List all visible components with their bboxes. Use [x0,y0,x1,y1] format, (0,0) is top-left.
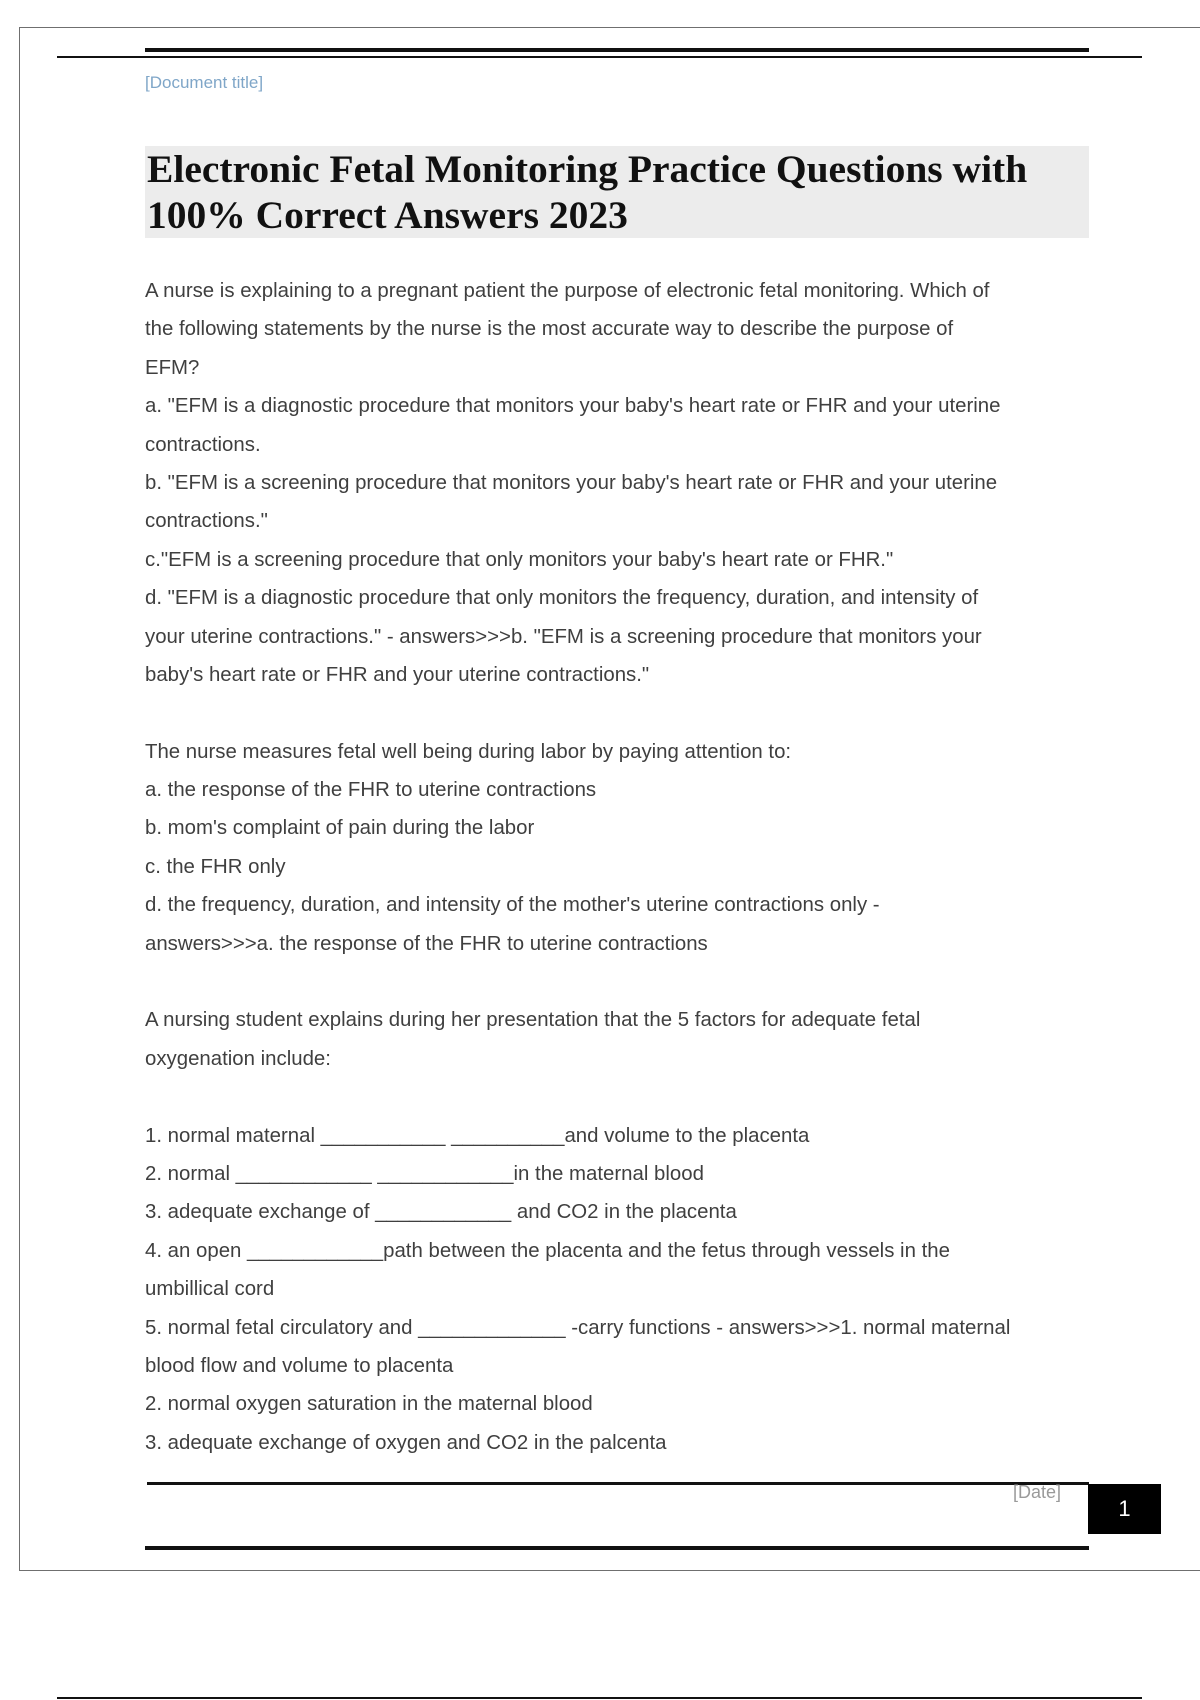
body-line: d. "EFM is a diagnostic procedure that only monitors the frequency, duration, and intensity of [145,587,979,610]
body-line: c. the FHR only [145,855,286,878]
body-line: answers>>>a. the response of the FHR to uterine contractions [145,932,708,955]
body-line: c."EFM is a screening procedure that only monitors your baby's heart rate or FHR." [145,548,894,571]
header-rule-thin [57,56,1142,58]
heading-line-1: Electronic Fetal Monitoring Practice Questions with [147,147,1028,191]
document-body [145,272,1085,1462]
body-line: baby's heart rate or FHR and your uterine contractions." [145,663,650,686]
body-line: a. "EFM is a diagnostic procedure that monitors your baby's heart rate or FHR and your uterine [145,395,1001,418]
body-line: EFM? [145,356,200,379]
body-line: a. the response of the FHR to uterine contractions [145,779,597,802]
body-line: umbillical cord [145,1278,275,1301]
body-line: A nurse is explaining to a pregnant patient the purpose of electronic fetal monitoring. Which of [145,280,990,302]
body-line: 2. normal ____________ ____________in the maternal blood [145,1162,704,1185]
body-line: the following statements by the nurse is the most accurate way to describe the purpose of [145,318,954,341]
body-line: contractions." [145,510,268,533]
body-line: contractions. [145,433,261,456]
body-line: 3. adequate exchange of ____________ and CO2 in the placenta [145,1201,737,1224]
body-line: 4. an open ____________path between the placenta and the fetus through vessels in the [145,1239,950,1262]
header-rule-thick [145,48,1089,52]
document-title-placeholder[interactable]: [Document title] [145,73,264,92]
footer-rule-bottom [145,1546,1089,1550]
body-line: The nurse measures fetal well being during labor by paying attention to: [145,740,792,763]
page-number-box: 1 [1088,1484,1161,1534]
date-placeholder[interactable]: [Date] [1013,1482,1062,1502]
next-page-rule [57,1697,1142,1699]
body-line: 2. normal oxygen saturation in the maternal blood [145,1393,593,1416]
body-line: 1. normal maternal ___________ __________and volume to the placenta [145,1124,810,1147]
body-line: 5. normal fetal circulatory and _____________ -carry functions - answers>>>1. normal maternal [145,1316,1011,1339]
body-line: d. the frequency, duration, and intensity of the mother's uterine contractions only - [145,894,880,917]
heading-line-2: 100% Correct Answers 2023 [147,193,628,237]
body-line: your uterine contractions." - answers>>>b. "EFM is a screening procedure that monitors your [145,625,982,648]
body-line: A nursing student explains during her presentation that the 5 factors for adequate fetal [145,1009,921,1032]
paragraph-gap [145,1078,1085,1116]
body-line: b. "EFM is a screening procedure that monitors your baby's heart rate or FHR and your uterine [145,471,998,494]
document-heading [145,146,1089,238]
body-line: 3. adequate exchange of oxygen and CO2 in the palcenta [145,1431,667,1454]
body-line: blood flow and volume to placenta [145,1354,454,1377]
body-line: oxygenation include: [145,1047,331,1070]
paragraph-gap [145,694,1085,732]
body-line: b. mom's complaint of pain during the labor [145,817,535,840]
footer-rule-top [147,1482,1089,1485]
paragraph-gap [145,963,1085,1001]
